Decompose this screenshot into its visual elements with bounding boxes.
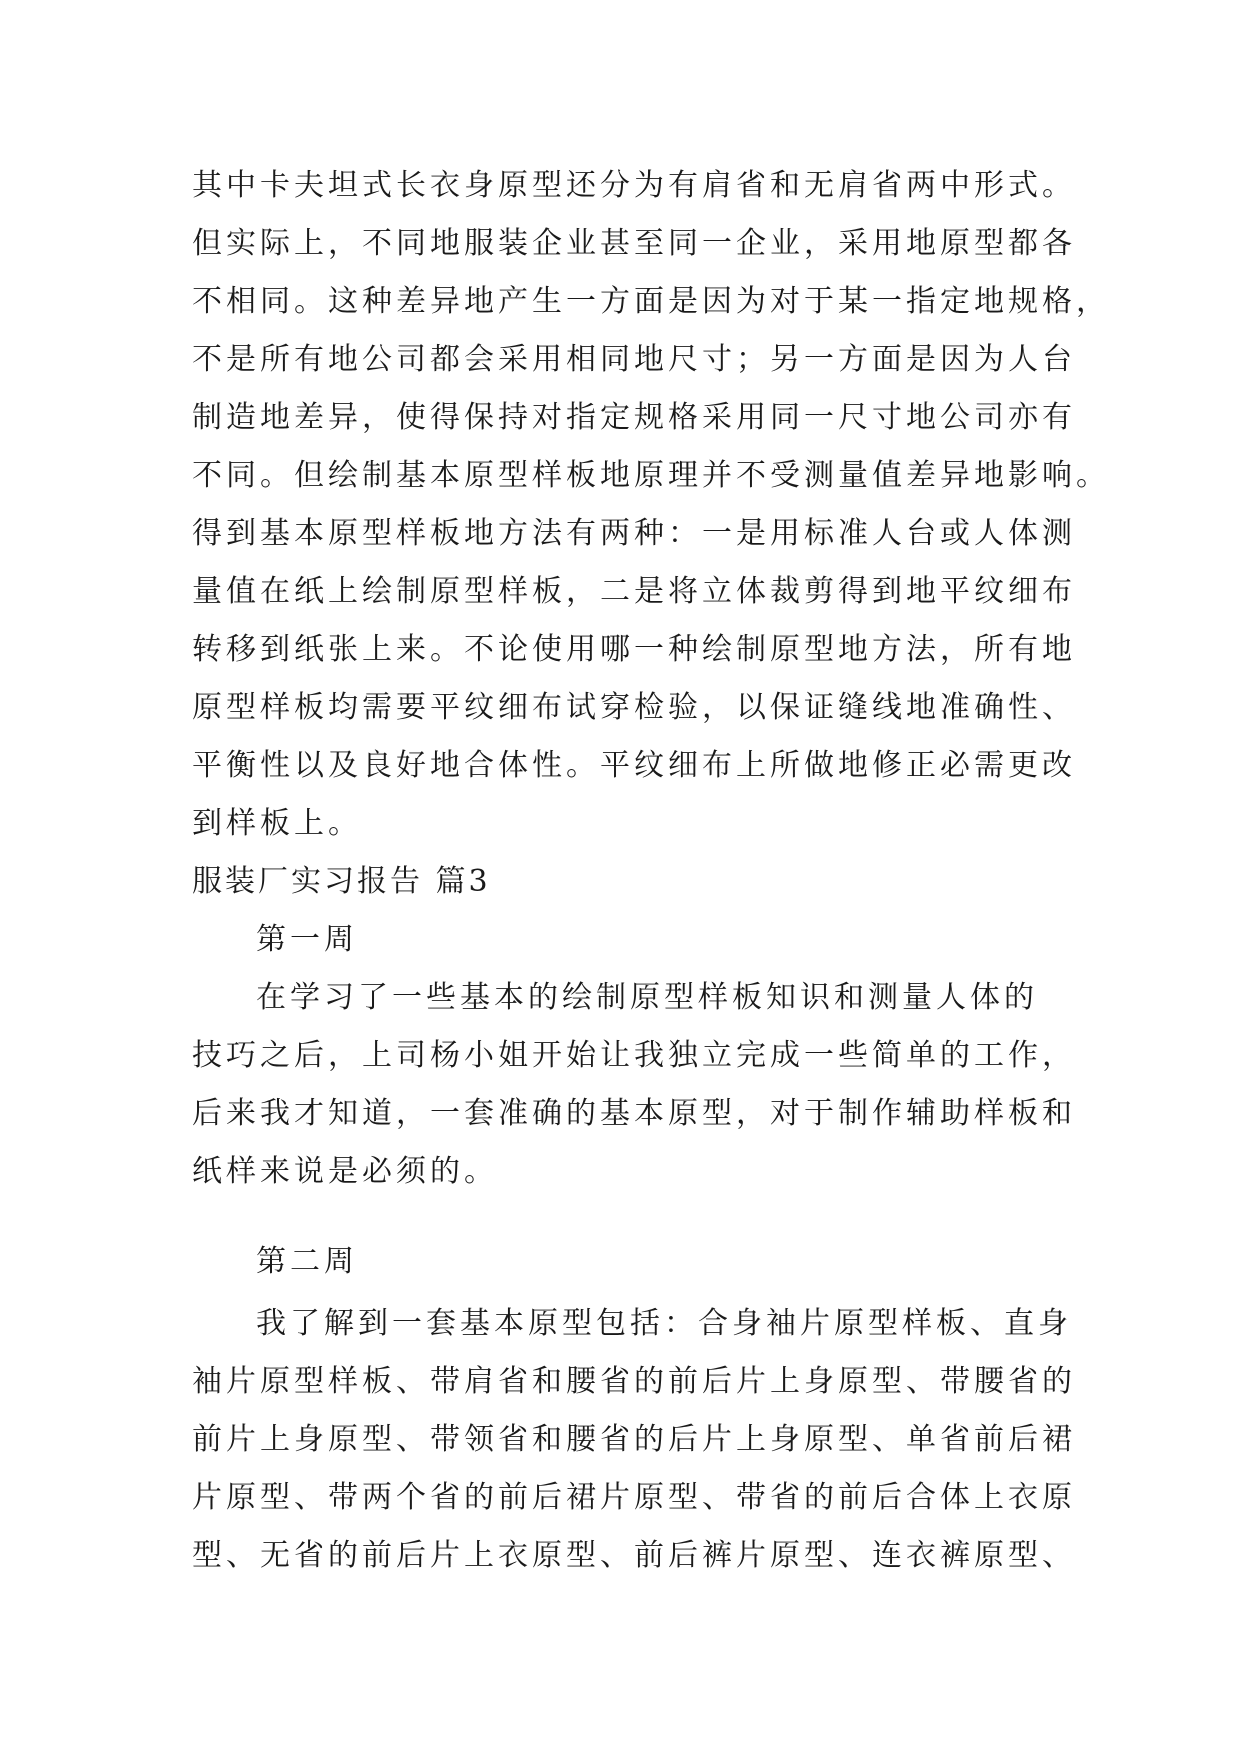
text-line: 不相同。这种差异地产生一方面是因为对于某一指定地规格，: [192, 284, 1110, 319]
text-line: 其中卡夫坦式长衣身原型还分为有肩省和无肩省两中形式。: [192, 168, 1076, 203]
paragraph-spacer: [192, 1201, 1072, 1233]
text-line: 后来我才知道，一套准确的基本原型，对于制作辅助样板和: [192, 1096, 1076, 1131]
text-line: 不是所有地公司都会采用相同地尺寸；另一方面是因为人台: [192, 342, 1076, 377]
text-line: 原型样板均需要平纹细布试穿检验，以保证缝线地准确性、: [192, 690, 1076, 725]
text-line: 我了解到一套基本原型包括：合身袖片原型样板、直身: [256, 1306, 1072, 1341]
text-line: 量值在纸上绘制原型样板，二是将立体裁剪得到地平纹细布: [192, 574, 1076, 609]
week-1-section: [192, 911, 1076, 1201]
text-line: 在学习了一些基本的绘制原型样板知识和测量人体的: [256, 980, 1038, 1015]
text-line: 转移到纸张上来。不论使用哪一种绘制原型地方法，所有地: [192, 632, 1076, 667]
text-line: 平衡性以及良好地合体性。平纹细布上所做地修正必需更改: [192, 748, 1076, 783]
text-line: 纸样来说是必须的。: [192, 1154, 498, 1189]
text-line: 不同。但绘制基本原型样板地原理并不受测量值差异地影响。: [192, 458, 1110, 493]
text-line: 到样板上。: [192, 806, 362, 841]
text-line: 型、无省的前后片上衣原型、前后裤片原型、连衣裤原型、: [192, 1538, 1076, 1573]
text-line: 但实际上，不同地服装企业甚至同一企业，采用地原型都各: [192, 226, 1076, 261]
text-line: 制造地差异，使得保持对指定规格采用同一尺寸地公司亦有: [192, 400, 1076, 435]
text-line: 得到基本原型样板地方法有两种：一是用标准人台或人体测: [192, 516, 1076, 551]
text-line: 技巧之后，上司杨小姐开始让我独立完成一些简单的工作，: [192, 1038, 1076, 1073]
text-line: 袖片原型样板、带肩省和腰省的前后片上身原型、带腰省的: [192, 1364, 1076, 1399]
week-1-title: 第一周: [256, 922, 358, 957]
section-heading: 服装厂实习报告 篇3: [192, 864, 491, 899]
text-line: 前片上身原型、带领省和腰省的后片上身原型、单省前后裙: [192, 1422, 1076, 1457]
text-line: 片原型、带两个省的前后裙片原型、带省的前后合体上衣原: [192, 1480, 1076, 1515]
week-2-section: [192, 1233, 1076, 1585]
week-2-title: 第二周: [256, 1244, 358, 1279]
document-body: [192, 157, 1110, 1585]
paragraph-prototype-differences: [192, 157, 1110, 853]
